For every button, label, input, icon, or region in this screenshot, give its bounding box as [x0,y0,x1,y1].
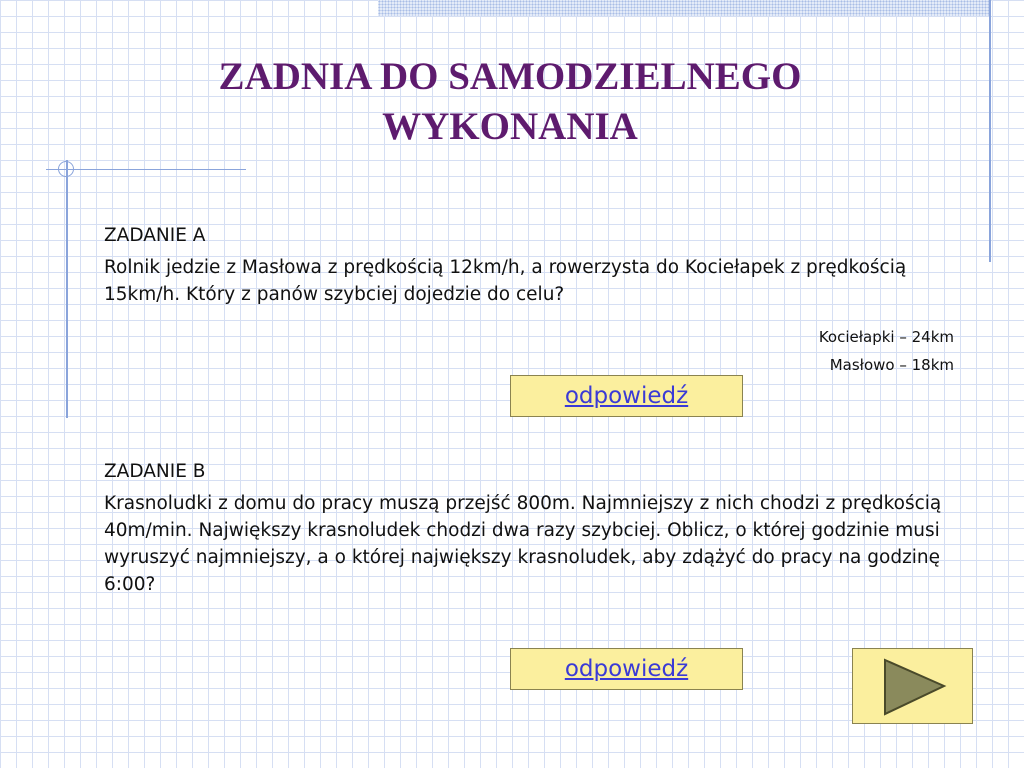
right-decor-line [989,0,991,262]
play-triangle-icon [853,649,972,723]
title-line-2: WYKONANIA [382,105,638,148]
task-b-label: ZADANIE B [104,461,206,482]
top-decor-band [378,0,990,16]
left-decor-hline [46,169,246,170]
task-b-text: Krasnoludki z domu do pracy muszą przejść 800m. Najmniejszy z nich chodzi z prędkością 40m/min. Największy krasnoludek chodzi dwa razy szybciej. Oblicz, o której godzinie musi wyruszyć najmniejszy, a o której największy krasnoludek, aby zdążyć do pracy na godzinę 6:00? [104,493,942,595]
distances-list [819,323,954,379]
answer-b-link[interactable]: odpowiedź [564,656,689,682]
title-line-1: ZADNIA DO SAMODZIELNEGO [218,55,802,98]
answer-a-link[interactable]: odpowiedź [564,383,689,409]
slide-title [120,52,900,152]
distance-maslowo: Masłowo – 18km [829,356,954,374]
answer-a-button[interactable] [510,375,743,417]
answer-b-button[interactable] [510,648,743,690]
task-a-text: Rolnik jedzie z Masłowa z prędkością 12km/h, a rowerzysta do Kociełapek z prędkością 15km/h. Który z panów szybciej dojedzie do celu? [104,257,907,305]
task-b-section [104,458,964,598]
decor-circle [58,161,74,177]
task-a-label: ZADANIE A [104,225,206,246]
distance-kocielapki: Kociełapki – 24km [818,328,954,346]
left-decor-line [66,160,68,418]
task-a-section [104,222,964,308]
next-slide-button[interactable] [852,648,973,724]
